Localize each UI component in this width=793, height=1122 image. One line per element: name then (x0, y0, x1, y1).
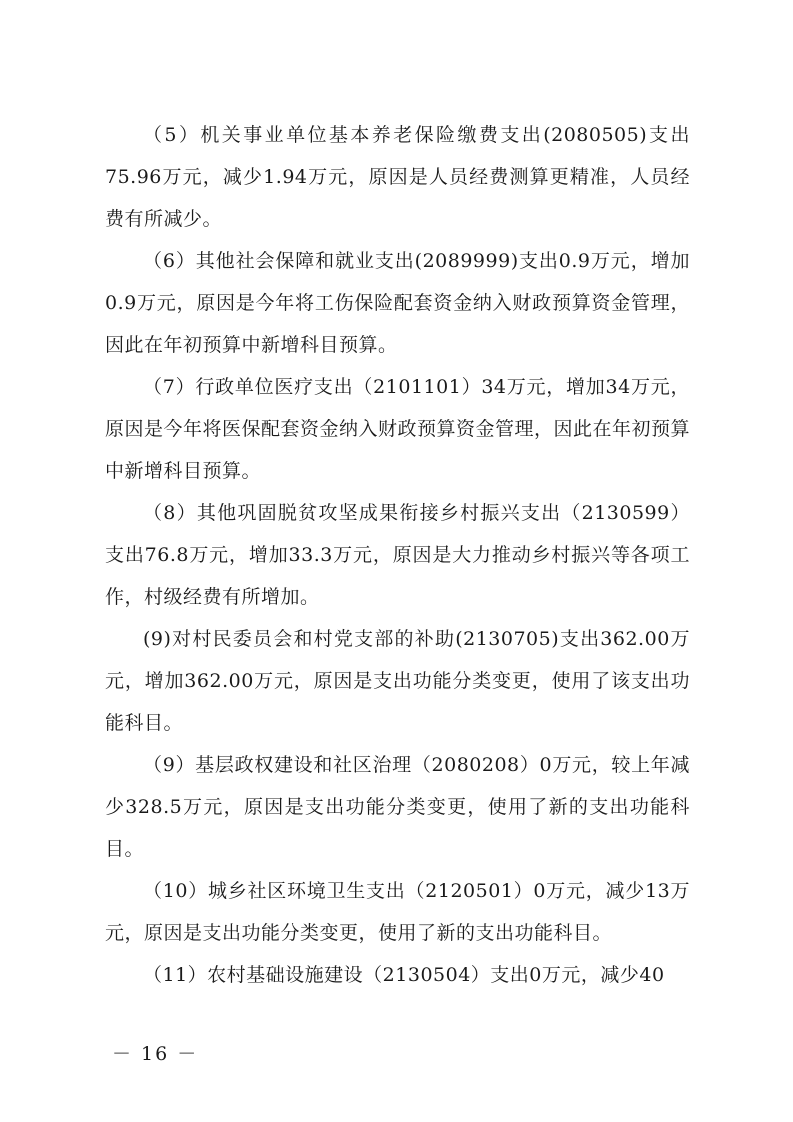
page-number: － 16 － (112, 1043, 199, 1065)
paragraph-6: （6）其他社会保障和就业支出(2089999)支出0.9万元，增加0.9万元，原因是今年将工伤保险配套资金纳入财政预算资金管理，因此在年初预算中新增科目预算。 (105, 250, 690, 356)
paragraph-10: （10）城乡社区环境卫生支出（2120501）0万元，减少13万元，原因是支出功能分类变更，使用了新的支出功能科目。 (105, 880, 690, 944)
paragraph-5: （5）机关事业单位基本养老保险缴费支出(2080505)支出75.96万元，减少1.94万元，原因是人员经费测算更精准，人员经费有所减少。 (105, 124, 690, 230)
paragraph-9b: （9）基层政权建设和社区治理（2080208）0万元，较上年减少328.5万元，原因是支出功能分类变更，使用了新的支出功能科目。 (105, 754, 690, 860)
document-body (105, 114, 690, 996)
paragraph-7: （7）行政单位医疗支出（2101101）34万元，增加34万元，原因是今年将医保配套资金纳入财政预算资金管理，因此在年初预算中新增科目预算。 (105, 376, 691, 482)
paragraph-8: （8）其他巩固脱贫攻坚成果衔接乡村振兴支出（2130599）支出76.8万元，增加33.3万元，原因是大力推动乡村振兴等各项工作，村级经费有所增加。 (105, 502, 690, 608)
paragraph-11: （11）农村基础设施建设（2130504）支出0万元，减少40 (143, 964, 665, 986)
paragraph-9a: (9)对村民委员会和村党支部的补助(2130705)支出362.00万元，增加362.00万元，原因是支出功能分类变更，使用了该支出功能科目。 (105, 628, 690, 734)
